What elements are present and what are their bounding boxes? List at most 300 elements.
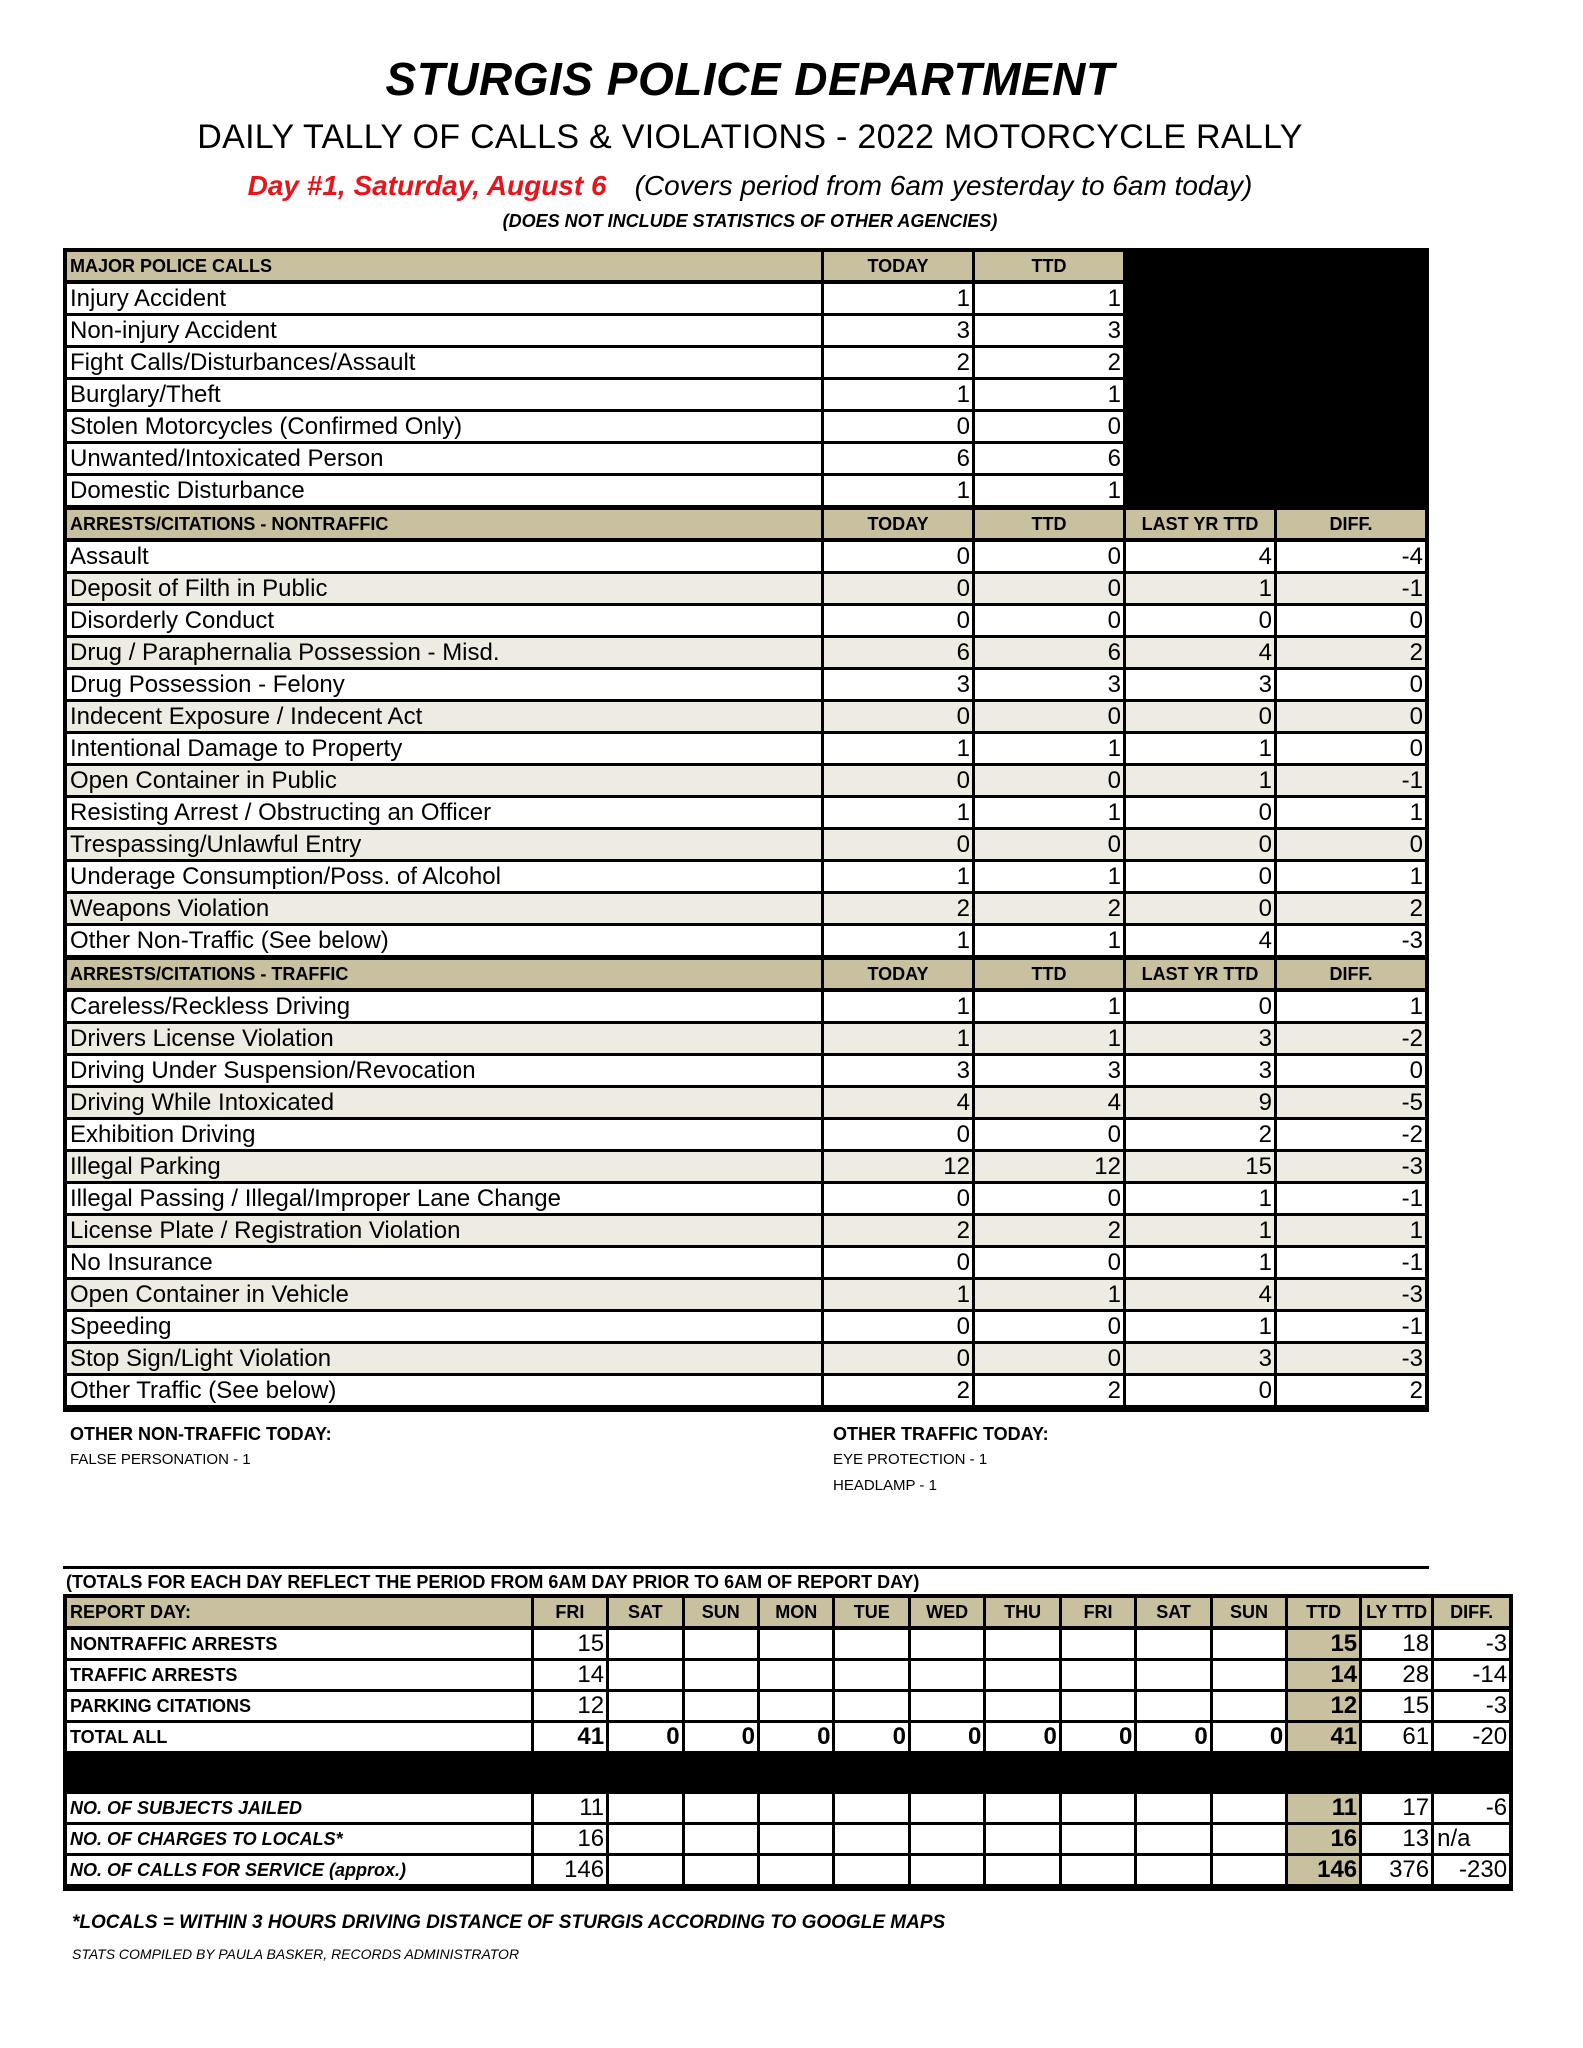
day-value xyxy=(1062,1661,1137,1692)
today-value: 1 xyxy=(824,862,975,894)
day-value xyxy=(911,1630,986,1661)
row-label: Drug Possession - Felony xyxy=(67,670,824,702)
last-yr-ttd-value: 0 xyxy=(1126,992,1277,1024)
day-value: 146 xyxy=(534,1856,609,1887)
ttd-value: 2 xyxy=(975,1376,1126,1408)
today-value: 0 xyxy=(824,1184,975,1216)
diff-header: DIFF. xyxy=(1434,1598,1509,1626)
day-value: 0 xyxy=(685,1723,760,1754)
row-label: NO. OF CALLS FOR SERVICE (approx.) xyxy=(67,1856,534,1887)
table-row xyxy=(67,412,1425,444)
today-value: 2 xyxy=(824,1376,975,1408)
diff-value: 1 xyxy=(1277,992,1425,1024)
table-row xyxy=(67,862,1425,894)
day-value: 0 xyxy=(911,1723,986,1754)
table-row xyxy=(67,476,1425,508)
ttd-value: 3 xyxy=(975,1056,1126,1088)
table-row xyxy=(67,284,1425,316)
daily-totals-table xyxy=(63,1594,1513,1891)
black-filler xyxy=(1277,252,1425,280)
row-label: Other Non-Traffic (See below) xyxy=(67,926,824,958)
day-value xyxy=(986,1661,1061,1692)
today-value: 1 xyxy=(824,734,975,766)
row-label: License Plate / Registration Violation xyxy=(67,1216,824,1248)
day-value xyxy=(1062,1692,1137,1723)
row-label: Injury Accident xyxy=(67,284,824,316)
day-header: THU xyxy=(986,1598,1061,1626)
black-filler xyxy=(1126,284,1277,316)
traffic-rows xyxy=(67,992,1425,1408)
day-value xyxy=(760,1856,835,1887)
ttd-value: 14 xyxy=(1288,1661,1362,1692)
day-value xyxy=(1213,1630,1288,1661)
row-label: Unwanted/Intoxicated Person xyxy=(67,444,824,476)
today-value: 1 xyxy=(824,992,975,1024)
last-yr-ttd-value: 1 xyxy=(1126,1216,1277,1248)
last-yr-ttd-value: 1 xyxy=(1126,574,1277,606)
diff-value: -1 xyxy=(1277,574,1425,606)
today-value: 6 xyxy=(824,444,975,476)
row-label: Speeding xyxy=(67,1312,824,1344)
col-last-yr-ttd: LAST YR TTD xyxy=(1126,510,1277,538)
nontraffic-header-row xyxy=(67,510,1425,538)
day-value: 0 xyxy=(1213,1723,1288,1754)
day-value: 0 xyxy=(986,1723,1061,1754)
day-value: 12 xyxy=(534,1692,609,1723)
ttd-header: TTD xyxy=(1288,1598,1362,1626)
row-label: Trespassing/Unlawful Entry xyxy=(67,830,824,862)
diff-value: -14 xyxy=(1434,1661,1509,1692)
locals-footnote: *LOCALS = WITHIN 3 HOURS DRIVING DISTANCE OF STURGIS ACCORDING TO GOOGLE MAPS xyxy=(72,1912,946,1933)
diff-value: 0 xyxy=(1277,734,1425,766)
table-row xyxy=(67,1280,1425,1312)
today-value: 0 xyxy=(824,766,975,798)
day-value xyxy=(1062,1856,1137,1887)
day-value xyxy=(911,1856,986,1887)
ttd-value: 146 xyxy=(1288,1856,1362,1887)
table-row xyxy=(67,1152,1425,1184)
ttd-value: 15 xyxy=(1288,1630,1362,1661)
ly-ttd-value: 61 xyxy=(1362,1723,1434,1754)
day-header: FRI xyxy=(1062,1598,1137,1626)
today-value: 1 xyxy=(824,926,975,958)
table-row xyxy=(67,638,1425,670)
traffic-header-row xyxy=(67,960,1425,988)
last-yr-ttd-value: 0 xyxy=(1126,702,1277,734)
table-row xyxy=(67,606,1425,638)
day-value: 0 xyxy=(760,1723,835,1754)
day-value xyxy=(911,1825,986,1856)
report-day-header: REPORT DAY: xyxy=(67,1598,534,1626)
extra-rows xyxy=(67,1794,1509,1887)
black-separator xyxy=(67,1754,1509,1794)
day-value xyxy=(835,1630,910,1661)
last-yr-ttd-value: 15 xyxy=(1126,1152,1277,1184)
today-value: 1 xyxy=(824,1280,975,1312)
day-value: 0 xyxy=(1137,1723,1212,1754)
last-yr-ttd-value: 1 xyxy=(1126,1312,1277,1344)
ly-ttd-value: 28 xyxy=(1362,1661,1434,1692)
diff-value: -3 xyxy=(1277,1344,1425,1376)
today-value: 0 xyxy=(824,574,975,606)
today-value: 1 xyxy=(824,798,975,830)
diff-value: -6 xyxy=(1434,1794,1509,1825)
ttd-value: 0 xyxy=(975,766,1126,798)
table-row xyxy=(67,574,1425,606)
day-value xyxy=(685,1794,760,1825)
day-value xyxy=(1137,1692,1212,1723)
table-row xyxy=(67,1088,1425,1120)
row-label: TOTAL ALL xyxy=(67,1723,534,1754)
day-header: TUE xyxy=(835,1598,910,1626)
table-row xyxy=(67,830,1425,862)
row-label: Driving Under Suspension/Revocation xyxy=(67,1056,824,1088)
row-label: Stolen Motorcycles (Confirmed Only) xyxy=(67,412,824,444)
ly-ttd-value: 18 xyxy=(1362,1630,1434,1661)
last-yr-ttd-value: 4 xyxy=(1126,1280,1277,1312)
ly-ttd-header: LY TTD xyxy=(1362,1598,1434,1626)
day-value xyxy=(986,1692,1061,1723)
other-traffic-heading: OTHER TRAFFIC TODAY: xyxy=(833,1424,1049,1444)
ttd-value: 1 xyxy=(975,284,1126,316)
day-value xyxy=(911,1794,986,1825)
ttd-value: 0 xyxy=(975,1344,1126,1376)
black-filler xyxy=(1126,252,1277,280)
day-value xyxy=(609,1692,684,1723)
day-value: 0 xyxy=(1062,1723,1137,1754)
today-value: 2 xyxy=(824,894,975,926)
last-yr-ttd-value: 0 xyxy=(1126,894,1277,926)
ttd-value: 2 xyxy=(975,1216,1126,1248)
ly-ttd-value: 15 xyxy=(1362,1692,1434,1723)
row-label: Open Container in Vehicle xyxy=(67,1280,824,1312)
day-value xyxy=(685,1825,760,1856)
day-value xyxy=(835,1661,910,1692)
table-row xyxy=(67,894,1425,926)
row-label: NO. OF CHARGES TO LOCALS* xyxy=(67,1825,534,1856)
ttd-value: 2 xyxy=(975,348,1126,380)
ttd-value: 1 xyxy=(975,926,1126,958)
day-value xyxy=(1062,1794,1137,1825)
today-value: 1 xyxy=(824,1024,975,1056)
totals-rows xyxy=(67,1630,1509,1754)
last-yr-ttd-value: 0 xyxy=(1126,606,1277,638)
day-header: WED xyxy=(911,1598,986,1626)
day-value xyxy=(760,1661,835,1692)
ttd-value: 1 xyxy=(975,992,1126,1024)
last-yr-ttd-value: 0 xyxy=(1126,862,1277,894)
day-value xyxy=(685,1630,760,1661)
row-label: Underage Consumption/Poss. of Alcohol xyxy=(67,862,824,894)
diff-value: -2 xyxy=(1277,1120,1425,1152)
black-filler xyxy=(1277,284,1425,316)
table-row xyxy=(67,380,1425,412)
ttd-value: 0 xyxy=(975,830,1126,862)
row-label: Driving While Intoxicated xyxy=(67,1088,824,1120)
ttd-value: 0 xyxy=(975,1184,1126,1216)
black-filler xyxy=(1277,412,1425,444)
diff-value: 0 xyxy=(1277,606,1425,638)
col-ttd: TTD xyxy=(975,510,1126,538)
table-row xyxy=(67,1248,1425,1280)
black-filler xyxy=(1277,476,1425,508)
row-label: Exhibition Driving xyxy=(67,1120,824,1152)
table-row xyxy=(67,1024,1425,1056)
black-filler xyxy=(1126,316,1277,348)
ttd-value: 0 xyxy=(975,606,1126,638)
totals-note: (TOTALS FOR EACH DAY REFLECT THE PERIOD FROM 6AM DAY PRIOR TO 6AM OF REPORT DAY) xyxy=(66,1572,920,1592)
report-day-line xyxy=(0,170,1500,202)
totals-row xyxy=(67,1692,1509,1723)
totals-header-row xyxy=(67,1598,1509,1626)
diff-value: -3 xyxy=(1277,926,1425,958)
row-label: Illegal Passing / Illegal/Improper Lane Change xyxy=(67,1184,824,1216)
black-filler xyxy=(1126,348,1277,380)
table-row xyxy=(67,734,1425,766)
ly-ttd-value: 376 xyxy=(1362,1856,1434,1887)
calls-violations-table xyxy=(63,248,1429,1412)
other-traffic-item: HEADLAMP - 1 xyxy=(833,1477,937,1494)
report-day: Day #1, Saturday, August 6 xyxy=(247,170,607,201)
today-value: 0 xyxy=(824,606,975,638)
day-value xyxy=(1213,1661,1288,1692)
row-label: Drug / Paraphernalia Possession - Misd. xyxy=(67,638,824,670)
day-header: SAT xyxy=(609,1598,684,1626)
diff-value: -3 xyxy=(1434,1692,1509,1723)
today-value: 4 xyxy=(824,1088,975,1120)
day-header: SAT xyxy=(1137,1598,1212,1626)
row-label: Weapons Violation xyxy=(67,894,824,926)
diff-value: 1 xyxy=(1277,798,1425,830)
diff-value: 2 xyxy=(1277,894,1425,926)
diff-value: -3 xyxy=(1434,1630,1509,1661)
today-value: 0 xyxy=(824,1312,975,1344)
day-value xyxy=(1213,1825,1288,1856)
report-period: (Covers period from 6am yesterday to 6am today) xyxy=(634,170,1253,201)
day-value xyxy=(1137,1630,1212,1661)
table-row xyxy=(67,798,1425,830)
day-header: SUN xyxy=(1213,1598,1288,1626)
major-calls-heading: MAJOR POLICE CALLS xyxy=(67,252,824,280)
day-value xyxy=(986,1630,1061,1661)
last-yr-ttd-value: 3 xyxy=(1126,1344,1277,1376)
totals-row xyxy=(67,1630,1509,1661)
day-value xyxy=(911,1661,986,1692)
diff-value: -3 xyxy=(1277,1152,1425,1184)
col-today: TODAY xyxy=(824,510,975,538)
major-calls-rows xyxy=(67,284,1425,508)
ttd-value: 2 xyxy=(975,894,1126,926)
ttd-value: 1 xyxy=(975,476,1126,508)
day-value xyxy=(1062,1630,1137,1661)
day-value xyxy=(609,1856,684,1887)
last-yr-ttd-value: 0 xyxy=(1126,830,1277,862)
totals-row xyxy=(67,1723,1509,1754)
last-yr-ttd-value: 9 xyxy=(1126,1088,1277,1120)
today-value: 6 xyxy=(824,638,975,670)
row-label: Assault xyxy=(67,542,824,574)
ttd-value: 0 xyxy=(975,542,1126,574)
table-row xyxy=(67,1184,1425,1216)
day-value xyxy=(1213,1692,1288,1723)
other-nontraffic-heading: OTHER NON-TRAFFIC TODAY: xyxy=(70,1424,332,1444)
divider xyxy=(63,1566,1429,1569)
table-row xyxy=(67,1216,1425,1248)
day-value xyxy=(835,1794,910,1825)
totals-row xyxy=(67,1856,1509,1887)
day-header: MON xyxy=(760,1598,835,1626)
row-label: Deposit of Filth in Public xyxy=(67,574,824,606)
day-value: 41 xyxy=(534,1723,609,1754)
last-yr-ttd-value: 1 xyxy=(1126,1184,1277,1216)
day-value xyxy=(1137,1661,1212,1692)
traffic-heading: ARRESTS/CITATIONS - TRAFFIC xyxy=(67,960,824,988)
ttd-value: 1 xyxy=(975,862,1126,894)
black-filler xyxy=(1126,476,1277,508)
diff-value: -5 xyxy=(1277,1088,1425,1120)
ttd-value: 3 xyxy=(975,670,1126,702)
day-value xyxy=(1137,1825,1212,1856)
today-value: 1 xyxy=(824,380,975,412)
nontraffic-heading: ARRESTS/CITATIONS - NONTRAFFIC xyxy=(67,510,824,538)
last-yr-ttd-value: 2 xyxy=(1126,1120,1277,1152)
row-label: Open Container in Public xyxy=(67,766,824,798)
day-value xyxy=(835,1825,910,1856)
today-value: 2 xyxy=(824,348,975,380)
diff-value: -1 xyxy=(1277,1312,1425,1344)
black-filler xyxy=(1277,380,1425,412)
diff-value: 0 xyxy=(1277,670,1425,702)
row-label: Drivers License Violation xyxy=(67,1024,824,1056)
day-value xyxy=(609,1630,684,1661)
diff-value: n/a xyxy=(1434,1825,1509,1856)
ttd-value: 1 xyxy=(975,1280,1126,1312)
row-label: Fight Calls/Disturbances/Assault xyxy=(67,348,824,380)
day-value: 11 xyxy=(534,1794,609,1825)
ttd-value: 0 xyxy=(975,702,1126,734)
ttd-value: 41 xyxy=(1288,1723,1362,1754)
black-filler xyxy=(1277,316,1425,348)
ttd-value: 1 xyxy=(975,734,1126,766)
day-value xyxy=(1213,1856,1288,1887)
agencies-note: (DOES NOT INCLUDE STATISTICS OF OTHER AGENCIES) xyxy=(502,211,998,231)
last-yr-ttd-value: 4 xyxy=(1126,638,1277,670)
black-filler xyxy=(1126,412,1277,444)
ttd-value: 0 xyxy=(975,412,1126,444)
col-diff: DIFF. xyxy=(1277,960,1425,988)
major-calls-header-row xyxy=(67,252,1425,280)
black-filler xyxy=(1277,348,1425,380)
ly-ttd-value: 13 xyxy=(1362,1825,1434,1856)
last-yr-ttd-value: 1 xyxy=(1126,766,1277,798)
day-value xyxy=(760,1825,835,1856)
diff-value: 0 xyxy=(1277,1056,1425,1088)
day-header: FRI xyxy=(534,1598,609,1626)
day-value xyxy=(685,1856,760,1887)
ttd-value: 11 xyxy=(1288,1794,1362,1825)
day-value xyxy=(835,1856,910,1887)
col-today: TODAY xyxy=(824,960,975,988)
day-value xyxy=(986,1794,1061,1825)
col-ttd: TTD xyxy=(975,960,1126,988)
ttd-value: 1 xyxy=(975,798,1126,830)
day-value: 0 xyxy=(835,1723,910,1754)
table-row xyxy=(67,444,1425,476)
ttd-value: 12 xyxy=(1288,1692,1362,1723)
col-last-yr-ttd: LAST YR TTD xyxy=(1126,960,1277,988)
diff-value: 0 xyxy=(1277,830,1425,862)
day-value xyxy=(1213,1794,1288,1825)
col-today: TODAY xyxy=(824,252,975,280)
day-value: 14 xyxy=(534,1661,609,1692)
day-value xyxy=(911,1692,986,1723)
col-diff: DIFF. xyxy=(1277,510,1425,538)
day-value xyxy=(609,1825,684,1856)
ttd-value: 4 xyxy=(975,1088,1126,1120)
last-yr-ttd-value: 1 xyxy=(1126,734,1277,766)
today-value: 0 xyxy=(824,1120,975,1152)
today-value: 0 xyxy=(824,412,975,444)
day-value xyxy=(986,1856,1061,1887)
row-label: Resisting Arrest / Obstructing an Officer xyxy=(67,798,824,830)
black-filler xyxy=(1126,380,1277,412)
table-row xyxy=(67,766,1425,798)
day-value xyxy=(1137,1856,1212,1887)
day-value xyxy=(609,1661,684,1692)
day-value xyxy=(760,1692,835,1723)
nontraffic-rows xyxy=(67,542,1425,958)
black-filler xyxy=(1277,444,1425,476)
col-ttd: TTD xyxy=(975,252,1126,280)
row-label: Domestic Disturbance xyxy=(67,476,824,508)
table-row xyxy=(67,926,1425,958)
today-value: 1 xyxy=(824,476,975,508)
day-value xyxy=(760,1794,835,1825)
ttd-value: 6 xyxy=(975,444,1126,476)
table-row xyxy=(67,1056,1425,1088)
diff-value: 1 xyxy=(1277,862,1425,894)
row-label: No Insurance xyxy=(67,1248,824,1280)
diff-value: -2 xyxy=(1277,1024,1425,1056)
today-value: 0 xyxy=(824,702,975,734)
day-value xyxy=(685,1661,760,1692)
row-label: Burglary/Theft xyxy=(67,380,824,412)
day-value: 0 xyxy=(609,1723,684,1754)
row-label: Non-injury Accident xyxy=(67,316,824,348)
today-value: 3 xyxy=(824,316,975,348)
last-yr-ttd-value: 0 xyxy=(1126,798,1277,830)
today-value: 0 xyxy=(824,542,975,574)
day-value xyxy=(835,1692,910,1723)
day-value: 16 xyxy=(534,1825,609,1856)
last-yr-ttd-value: 3 xyxy=(1126,1024,1277,1056)
diff-value: -230 xyxy=(1434,1856,1509,1887)
row-label: Intentional Damage to Property xyxy=(67,734,824,766)
ly-ttd-value: 17 xyxy=(1362,1794,1434,1825)
diff-value: 2 xyxy=(1277,1376,1425,1408)
page-title: STURGIS POLICE DEPARTMENT xyxy=(385,53,1115,105)
diff-value: -4 xyxy=(1277,542,1425,574)
diff-value: -1 xyxy=(1277,1184,1425,1216)
ttd-value: 1 xyxy=(975,380,1126,412)
day-value xyxy=(609,1794,684,1825)
last-yr-ttd-value: 3 xyxy=(1126,1056,1277,1088)
today-value: 1 xyxy=(824,284,975,316)
ttd-value: 1 xyxy=(975,1024,1126,1056)
table-row xyxy=(67,348,1425,380)
day-header: SUN xyxy=(685,1598,760,1626)
ttd-value: 0 xyxy=(975,1248,1126,1280)
